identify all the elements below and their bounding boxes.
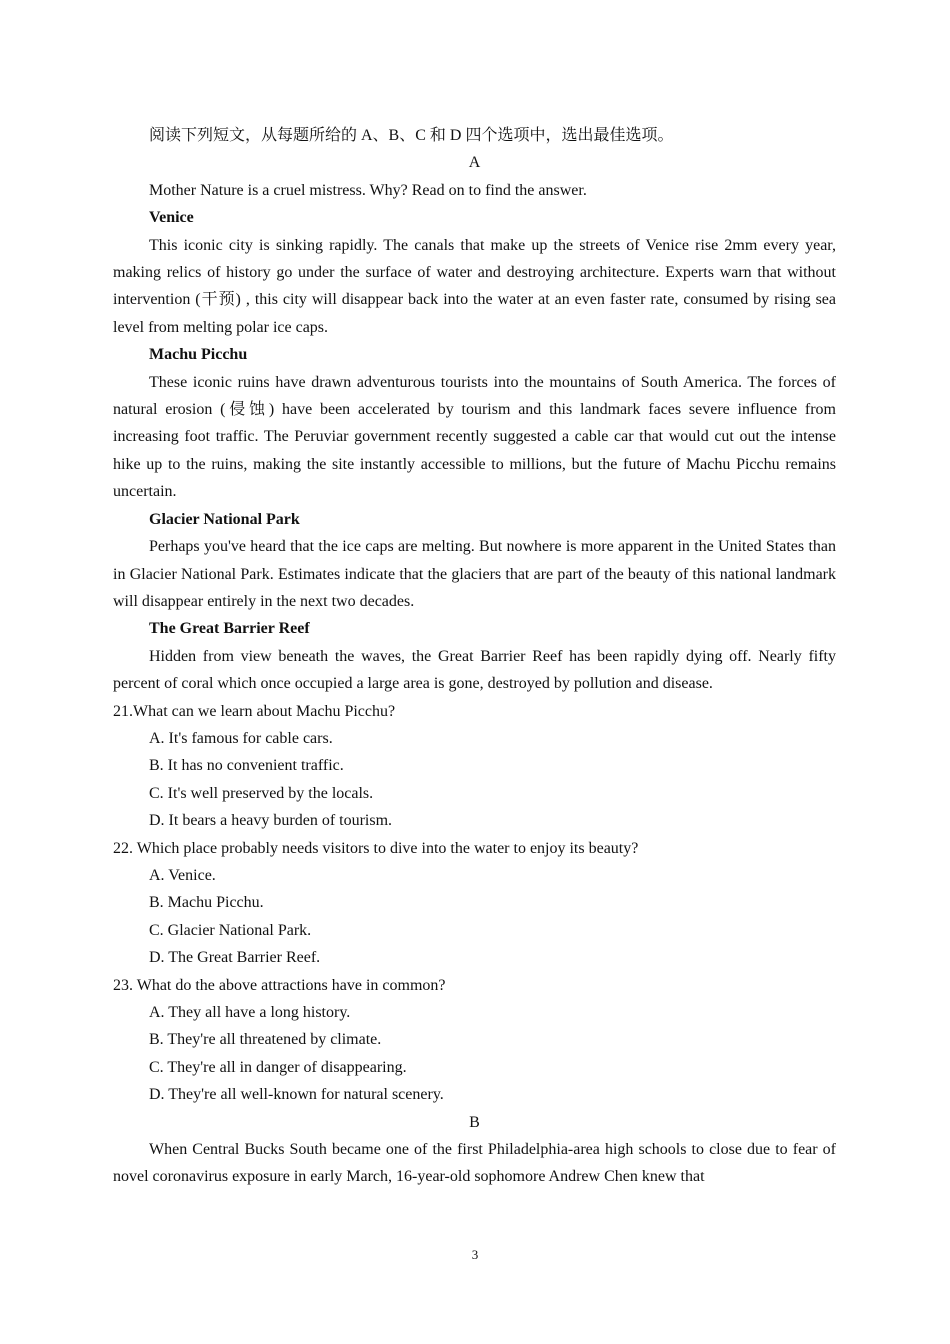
document-page [113, 122, 836, 1191]
page-number: 3 [471, 1247, 479, 1262]
section-text-machu-picchu: These iconic ruins have drawn adventurous tourists into the mountains of South America. The forces of natural erosion (侵蚀) have been accelerated by tourism and this landmark faces severe influence from increasing foot traffic. The Peruviar government recently suggested a cable car that would cut out the intense hike up to the ruins, making the site instantly accessible to millions, but the future of Machu Picchu remains uncertain. [113, 373, 836, 501]
section-heading-glacier: Glacier National Park [149, 510, 300, 528]
question-23-option-a: A. They all have a long history. [149, 1004, 351, 1021]
question-21-option-c: C. It's well preserved by the locals. [149, 784, 374, 802]
question-23-option-d: D. They're all well-known for natural scenery. [149, 1086, 444, 1104]
question-23-option-c: C. They're all in danger of disappearing. [149, 1058, 407, 1076]
passage-b-label: B [469, 1113, 480, 1131]
question-21-option-a: A. It's famous for cable cars. [149, 729, 333, 747]
question-23-stem: 23. What do the above attractions have in common? [113, 976, 446, 994]
passage-a-intro: Mother Nature is a cruel mistress. Why? Read on to find the answer. [149, 181, 587, 199]
instruction: 阅读下列短文，从每题所给的 A、B、C 和 D 四个选项中，选出最佳选项。 [149, 127, 674, 144]
section-heading-reef: The Great Barrier Reef [149, 620, 310, 638]
question-22-option-b: B. Machu Picchu. [149, 894, 264, 912]
question-22-stem: 22. Which place probably needs visitors to dive into the water to enjoy its beauty? [113, 839, 639, 857]
question-22-option-d: D. The Great Barrier Reef. [149, 949, 321, 967]
question-21-option-b: B. It has no convenient traffic. [149, 757, 344, 775]
passage-b-text: When Central Bucks South became one of the first Philadelphia-area high schools to close due to fear of novel coronavirus exposure in early March, 16-year-old sophomore Andrew Chen knew that [113, 1141, 836, 1186]
question-22-option-c: C. Glacier National Park. [149, 921, 312, 939]
question-21-option-d: D. It bears a heavy burden of tourism. [149, 812, 393, 830]
section-text-reef: Hidden from view beneath the waves, the Great Barrier Reef has been rapidly dying off. Nearly fifty percent of coral which once occupied a large area is gone, destroyed by pollution and disease. [113, 647, 836, 693]
section-text-venice: This iconic city is sinking rapidly. The canals that make up the streets of Venice rise 2mm every year, making relics of history go under the surface of water and destroying architecture. Experts warn that without intervention (干预) , this city will disappear back into the water at an even faster rate, consumed by rising sea level from melting polar ice caps. [113, 236, 836, 336]
section-heading-machu-picchu: Machu Picchu [149, 346, 248, 364]
section-text-glacier: Perhaps you've heard that the ice caps are melting. But nowhere is more apparent in the United States than in Glacier National Park. Estimates indicate that the glaciers that are part of the beauty of this national landmark will disappear entirely in the next two decades. [113, 538, 836, 610]
question-21-stem: 21.What can we learn about Machu Picchu? [113, 702, 396, 720]
question-23-option-b: B. They're all threatened by climate. [149, 1031, 382, 1049]
question-22-option-a: A. Venice. [149, 866, 216, 884]
passage-a-label: A [468, 154, 481, 172]
section-heading-venice: Venice [149, 209, 194, 227]
